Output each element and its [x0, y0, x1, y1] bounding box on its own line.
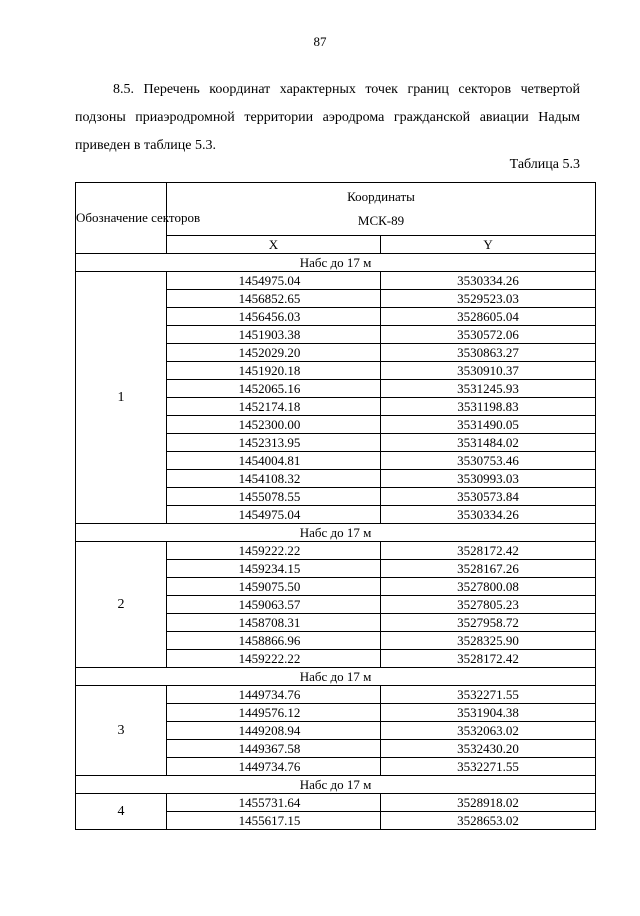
coord-y: 3527958.72: [381, 614, 596, 632]
table-row: [76, 272, 596, 290]
coord-y: 3528918.02: [381, 794, 596, 812]
table-caption: Таблица 5.3: [509, 157, 580, 172]
coord-x: 1459075.50: [167, 578, 381, 596]
page-number: 87: [313, 34, 327, 49]
sector-number: 1: [76, 272, 167, 524]
coord-y: 3530863.27: [381, 344, 596, 362]
coord-y: 3532271.55: [381, 686, 596, 704]
coord-y: 3528167.26: [381, 560, 596, 578]
sector-number: 4: [76, 794, 167, 830]
coord-y: 3528172.42: [381, 650, 596, 668]
coord-x: 1452065.16: [167, 380, 381, 398]
coord-x: 1456456.03: [167, 308, 381, 326]
coord-x: 1452029.20: [167, 344, 381, 362]
coord-x: 1459063.57: [167, 596, 381, 614]
coord-y: 3532063.02: [381, 722, 596, 740]
coord-x: 1454108.32: [167, 470, 381, 488]
coord-x: 1451920.18: [167, 362, 381, 380]
height-note: Набс до 17 м: [76, 776, 596, 794]
coord-x: 1449734.76: [167, 686, 381, 704]
height-note-row: [76, 524, 596, 542]
coord-y: 3531245.93: [381, 380, 596, 398]
intro-paragraph: 8.5. Перечень координат характерных точек границ секторов четвертой подзоны приаэродромной территории аэродрома гражданской авиации Надым приведен в таблице 5.3.: [75, 82, 580, 153]
table-row: [76, 686, 596, 704]
coord-x: 1455078.55: [167, 488, 381, 506]
coord-x: 1454975.04: [167, 272, 381, 290]
coord-y: 3531484.02: [381, 434, 596, 452]
header-sector-label: [76, 183, 201, 254]
coord-x: 1459234.15: [167, 560, 381, 578]
header-sector-label-text: Обозначение секторов: [76, 210, 201, 225]
coord-y: 3528653.02: [381, 812, 596, 830]
coord-x: 1458708.31: [167, 614, 381, 632]
coord-y: 3530753.46: [381, 452, 596, 470]
coord-y: 3530573.84: [381, 488, 596, 506]
header-coordinates: [167, 183, 596, 236]
coord-x: 1458866.96: [167, 632, 381, 650]
height-note: Набс до 17 м: [76, 524, 596, 542]
coord-x: 1456852.65: [167, 290, 381, 308]
header-coordinates-label: Координаты: [347, 189, 415, 204]
coord-x: 1459222.22: [167, 542, 381, 560]
coord-x: 1455731.64: [167, 794, 381, 812]
header-y: Y: [381, 236, 596, 254]
header-x: X: [167, 236, 381, 254]
height-note: Набс до 17 м: [76, 254, 596, 272]
coord-x: 1454975.04: [167, 506, 381, 524]
table-row: [76, 542, 596, 560]
coord-x: 1452174.18: [167, 398, 381, 416]
coord-x: 1449208.94: [167, 722, 381, 740]
coord-y: 3527800.08: [381, 578, 596, 596]
coord-y: 3530334.26: [381, 506, 596, 524]
coord-x: 1452313.95: [167, 434, 381, 452]
coord-y: 3528172.42: [381, 542, 596, 560]
height-note: Набс до 17 м: [76, 668, 596, 686]
coord-x: 1451903.38: [167, 326, 381, 344]
coord-y: 3531904.38: [381, 704, 596, 722]
coord-y: 3532271.55: [381, 758, 596, 776]
table-row: [76, 794, 596, 812]
height-note-row: [76, 668, 596, 686]
coord-y: 3532430.20: [381, 740, 596, 758]
coord-y: 3529523.03: [381, 290, 596, 308]
coord-y: 3531490.05: [381, 416, 596, 434]
coord-x: 1449734.76: [167, 758, 381, 776]
table-body: [76, 254, 596, 830]
height-note-row: [76, 254, 596, 272]
header-system-label: МСК-89: [357, 213, 405, 228]
coord-y: 3530572.06: [381, 326, 596, 344]
coord-x: 1449576.12: [167, 704, 381, 722]
coord-y: 3530910.37: [381, 362, 596, 380]
coord-x: 1452300.00: [167, 416, 381, 434]
sector-number: 2: [76, 542, 167, 668]
coord-y: 3530334.26: [381, 272, 596, 290]
coord-y: 3528605.04: [381, 308, 596, 326]
coord-y: 3530993.03: [381, 470, 596, 488]
coord-y: 3527805.23: [381, 596, 596, 614]
coord-y: 3531198.83: [381, 398, 596, 416]
coord-x: 1449367.58: [167, 740, 381, 758]
coord-y: 3528325.90: [381, 632, 596, 650]
coordinates-table: [75, 182, 596, 830]
sector-number: 3: [76, 686, 167, 776]
coord-x: 1454004.81: [167, 452, 381, 470]
coord-x: 1455617.15: [167, 812, 381, 830]
coord-x: 1459222.22: [167, 650, 381, 668]
height-note-row: [76, 776, 596, 794]
